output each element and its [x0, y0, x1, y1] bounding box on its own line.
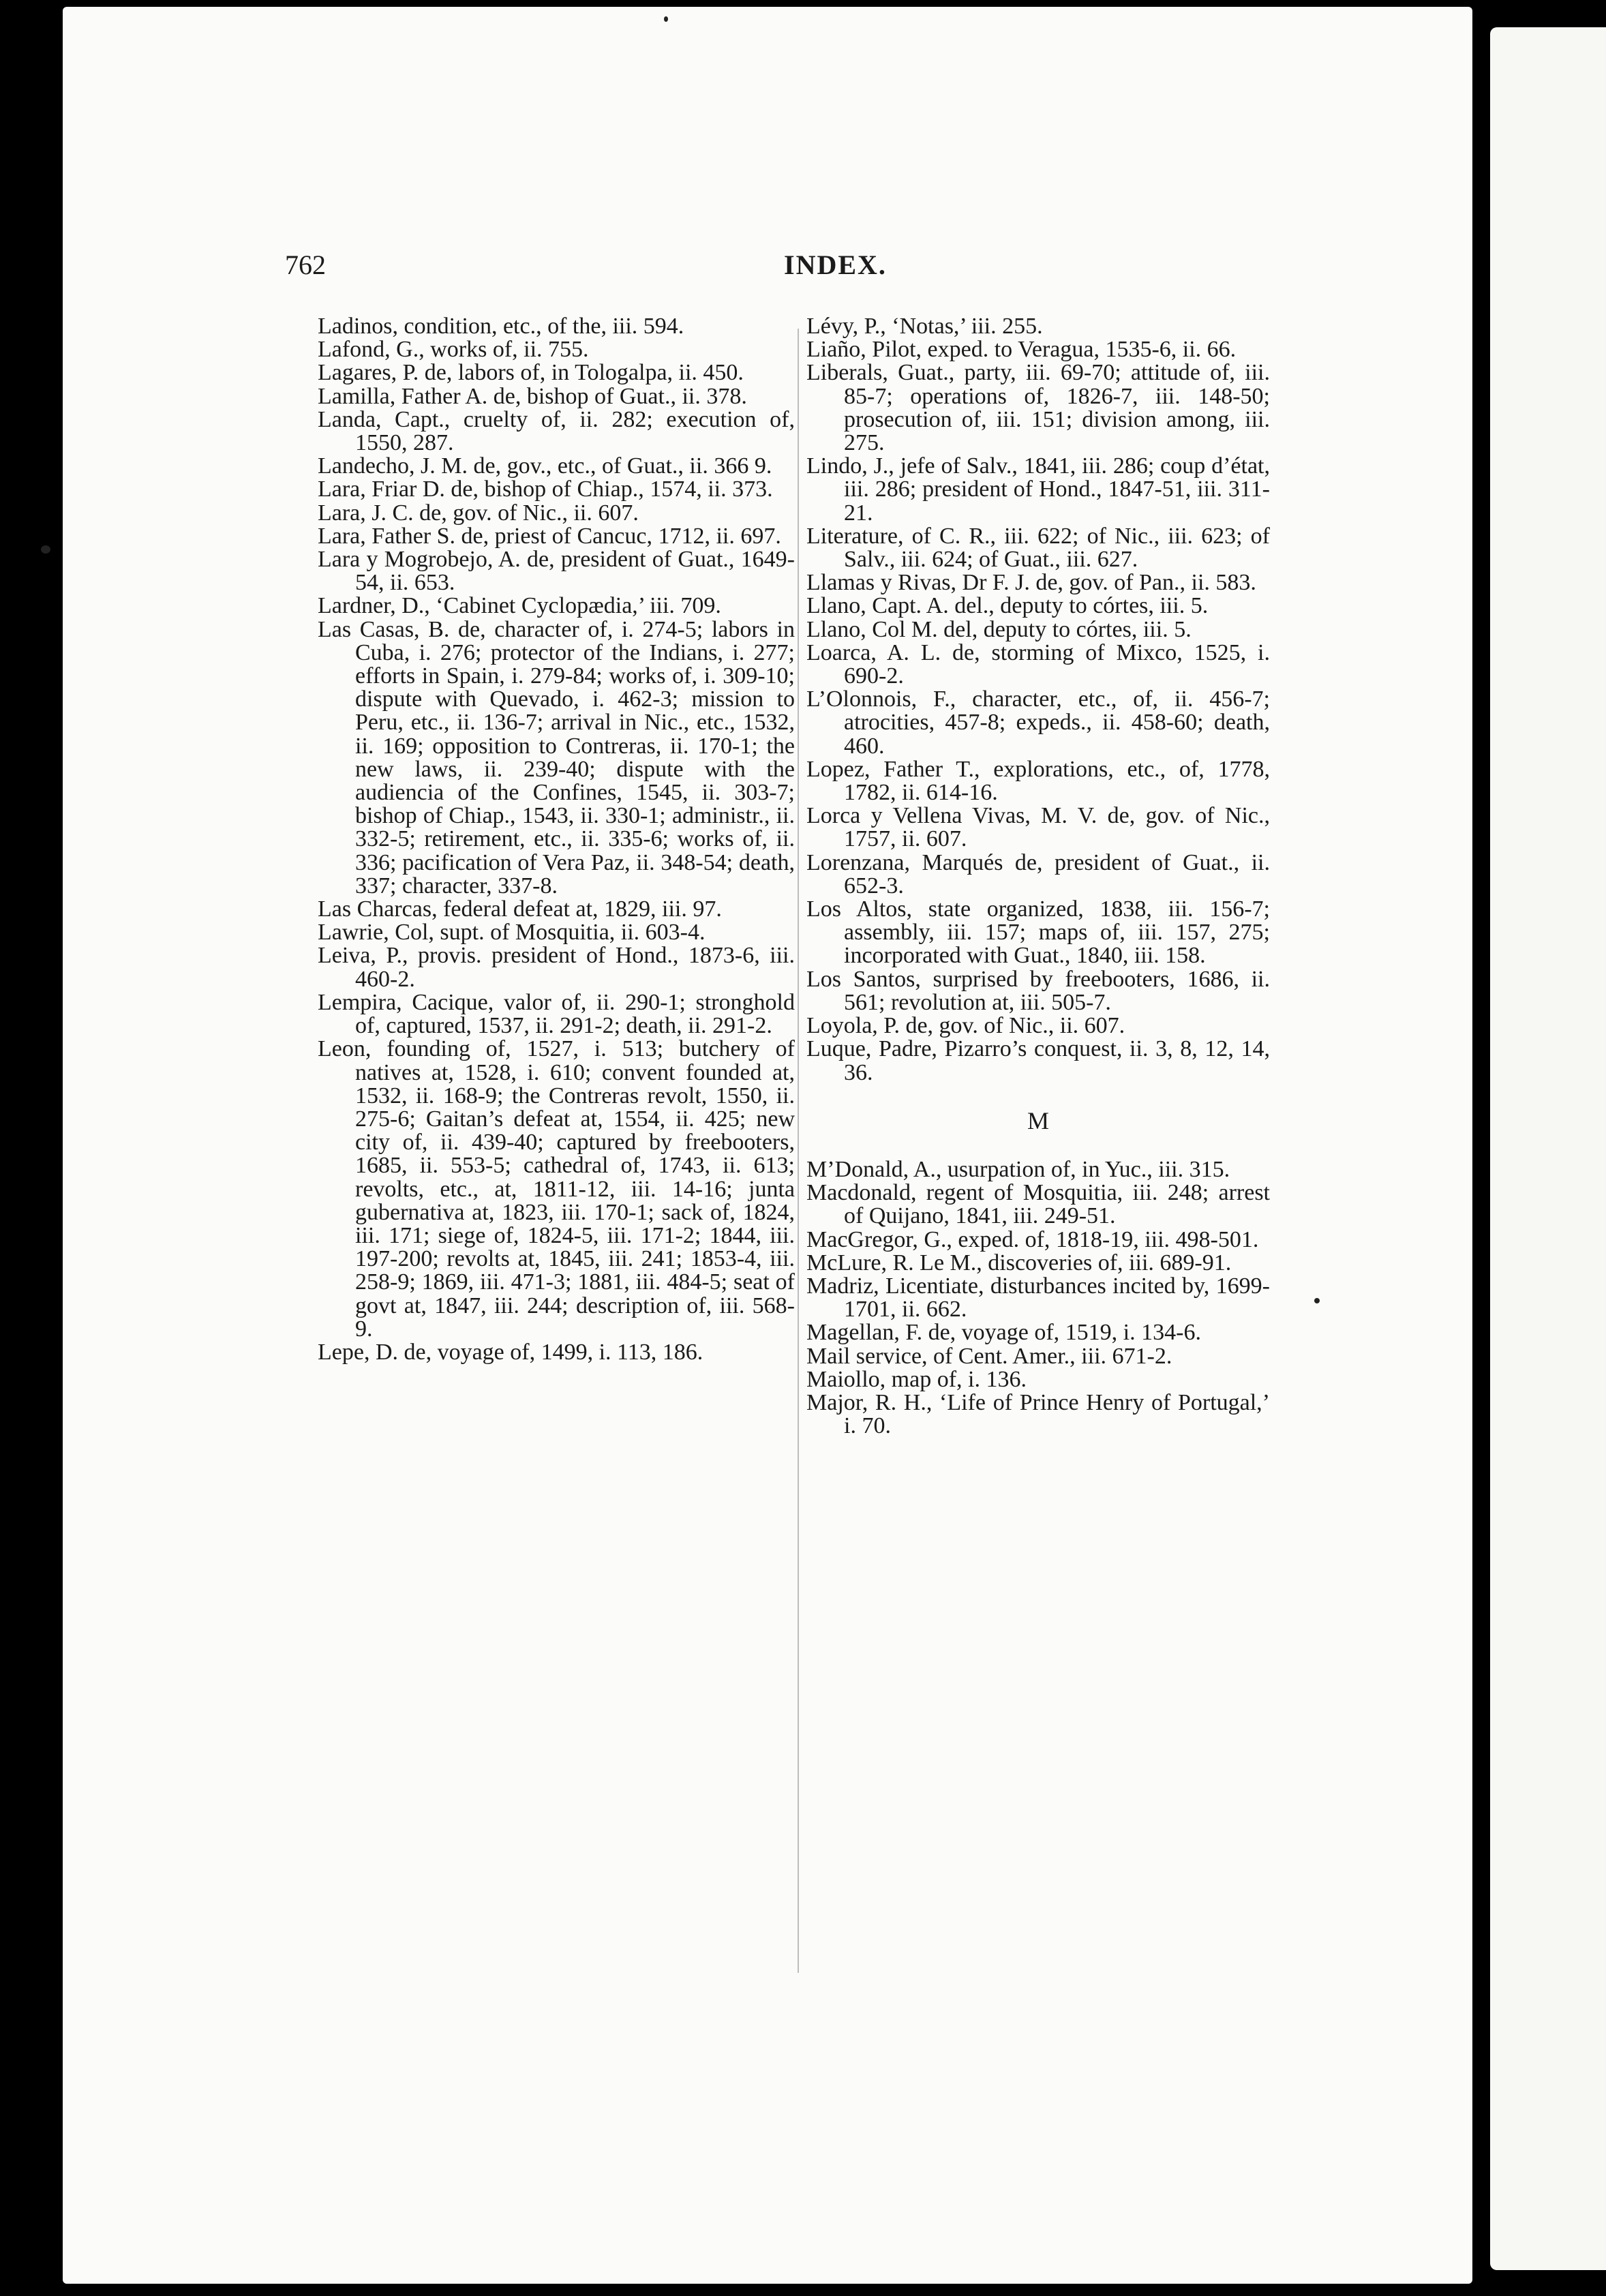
- index-entry: Las Charcas, federal defeat at, 1829, iii. 97.: [318, 896, 722, 922]
- index-entry: Lawrie, Col, supt. of Mosquitia, ii. 603-4.: [318, 920, 706, 946]
- index-entry: Lardner, D., ‘Cabinet Cyclopædia,’ iii. 709.: [318, 593, 721, 619]
- index-entry: MacGregor, G., exped. of, 1818-19, iii. 498-501.: [806, 1226, 1259, 1252]
- index-entry: Lamilla, Father A. de, bishop of Guat., ii. 378.: [318, 383, 747, 409]
- index-entry: Landecho, J. M. de, gov., etc., of Guat., ii. 366 9.: [318, 453, 772, 479]
- page-number: 762: [285, 250, 326, 280]
- index-entry: Leiva, P., provis. president of Hond., 1873-6, iii. 460-2.: [318, 943, 795, 992]
- index-entry: Loarca, A. L. de, storming of Mixco, 1525, i. 690-2.: [806, 639, 1270, 689]
- index-entry: McLure, R. Le M., discoveries of, iii. 689-91.: [806, 1250, 1232, 1275]
- index-entry: Leon, founding of, 1527, i. 513; butchery of natives at, 1528, i. 610; convent founded at, 1532, ii. 168-9; the Contreras revolt, 1550, ii. 275-6; Gaitan’s defeat at, 1554, ii. 425; new city of, ii. 439-40; captured by freebooters, 1685, ii. 553-5; cathedral of, 1743, ii. 613; revolts, etc., at, 1811-12, iii. 14-16; junta gubernativa at, 1823, iii. 170-1; sack of, 1824, iii. 171; siege of, 1824-5, iii. 171-2; 1844, iii. 197-200; revolts at, 1845, iii. 241; 1853-4, iii. 258-9; 1869, iii. 471-3; 1881, iii. 484-5; seat of govt at, 1847, iii. 244; description of, iii. 568-9.: [318, 1036, 795, 1342]
- index-entry: Landa, Capt., cruelty of, ii. 282; execution of, 1550, 287.: [318, 406, 795, 456]
- index-entry: Lévy, P., ‘Notas,’ iii. 255.: [806, 314, 1043, 339]
- margin-speck: [1314, 1298, 1320, 1303]
- index-entry: Las Casas, B. de, character of, i. 274-5; labors in Cuba, i. 276; protector of the Indians, i. 277; efforts in Spain, i. 279-84; works of, i. 309-10; dispute with Quevado, i. 462-3; mission to Peru, etc., ii. 136-7; arrival in Nic., etc., 1532, ii. 169; opposition to Contreras, ii. 170-1; the new laws, ii. 239-40; dispute with the audiencia of the Confines, 1545, ii. 303-7; bishop of Chiap., 1543, ii. 330-1; administr., ii. 332-5; retirement, etc., ii. 335-6; works of, ii. 336; pacification of Vera Paz, ii. 348-54; death, 337; character, 337-8.: [318, 616, 795, 898]
- index-entry: Los Altos, state organized, 1838, iii. 156-7; assembly, iii. 157; maps of, iii. 157, 275; incorporated with Guat., 1840, iii. 158.: [806, 896, 1270, 969]
- index-entry: Macdonald, regent of Mosquitia, iii. 248; arrest of Quijano, 1841, iii. 249-51.: [806, 1180, 1270, 1229]
- index-entry: Loyola, P. de, gov. of Nic., ii. 607.: [806, 1013, 1125, 1039]
- index-column-right: [806, 315, 1270, 1438]
- index-entry: Llano, Col M. del, deputy to córtes, iii. 5.: [806, 616, 1192, 642]
- index-entry: Liaño, Pilot, exped. to Veragua, 1535-6, ii. 66.: [806, 337, 1237, 363]
- index-entry: Madriz, Licentiate, disturbances incited by, 1699-1701, ii. 662.: [806, 1273, 1270, 1323]
- index-entry: Lorenzana, Marqués de, president of Guat., ii. 652-3.: [806, 849, 1270, 898]
- index-entry: Ladinos, condition, etc., of the, iii. 594.: [318, 314, 684, 339]
- index-entry: L’Olonnois, F., character, etc., of, ii. 456-7; atrocities, 457-8; expeds., ii. 458-60; death, 460.: [806, 686, 1270, 759]
- index-entry: M’Donald, A., usurpation of, in Yuc., iii. 315.: [806, 1156, 1230, 1182]
- index-entry: Lindo, J., jefe of Salv., 1841, iii. 286; coup d’état, iii. 286; president of Hond., 1847-51, iii. 311-21.: [806, 453, 1270, 526]
- margin-speck: [41, 545, 50, 554]
- index-entry: Major, R. H., ‘Life of Prince Henry of Portugal,’ i. 70.: [806, 1389, 1270, 1439]
- facing-page-edge: [1490, 27, 1606, 2270]
- index-entry: Lopez, Father T., explorations, etc., of, 1778, 1782, ii. 614-16.: [806, 756, 1270, 806]
- index-entry: Lara, Father S. de, priest of Cancuc, 1712, ii. 697.: [318, 523, 781, 549]
- index-entry: Lara, J. C. de, gov. of Nic., ii. 607.: [318, 500, 639, 526]
- section-letter-heading: M: [1027, 1106, 1049, 1134]
- index-entry: Lepe, D. de, voyage of, 1499, i. 113, 186.: [318, 1339, 703, 1365]
- column-divider: [798, 329, 799, 1973]
- running-title: INDEX.: [784, 250, 887, 280]
- index-entry: Literature, of C. R., iii. 622; of Nic., iii. 623; of Salv., iii. 624; of Guat., iii. 627.: [806, 523, 1270, 573]
- index-entry: Lafond, G., works of, ii. 755.: [318, 337, 589, 363]
- index-entry: Liberals, Guat., party, iii. 69-70; attitude of, iii. 85-7; operations of, 1826-7, iii. 148-50; prosecution of, iii. 151; division among, iii. 275.: [806, 360, 1270, 456]
- index-entry: Lorca y Vellena Vivas, M. V. de, gov. of Nic., 1757, ii. 607.: [806, 803, 1270, 852]
- index-entry: Lara y Mogrobejo, A. de, president of Guat., 1649-54, ii. 653.: [318, 547, 795, 596]
- index-entry: Llano, Capt. A. del., deputy to córtes, iii. 5.: [806, 593, 1209, 619]
- index-entry: Los Santos, surprised by freebooters, 1686, ii. 561; revolution at, iii. 505-7.: [806, 966, 1270, 1015]
- index-entry: Luque, Padre, Pizarro’s conquest, ii. 3, 8, 12, 14, 36.: [806, 1036, 1270, 1085]
- index-entry: Lempira, Cacique, valor of, ii. 290-1; stronghold of, captured, 1537, ii. 291-2; death, ii. 291-2.: [318, 989, 795, 1039]
- index-entry: Lara, Friar D. de, bishop of Chiap., 1574, ii. 373.: [318, 477, 773, 502]
- index-entry: Magellan, F. de, voyage of, 1519, i. 134-6.: [806, 1320, 1201, 1346]
- margin-speck: [664, 16, 668, 22]
- index-entry: Llamas y Rivas, Dr F. J. de, gov. of Pan., ii. 583.: [806, 570, 1256, 596]
- index-column-left: [318, 315, 795, 1364]
- index-entry: Lagares, P. de, labors of, in Tologalpa, ii. 450.: [318, 360, 744, 386]
- index-entry: Mail service, of Cent. Amer., iii. 671-2.: [806, 1343, 1172, 1369]
- index-entry: Maiollo, map of, i. 136.: [806, 1366, 1027, 1392]
